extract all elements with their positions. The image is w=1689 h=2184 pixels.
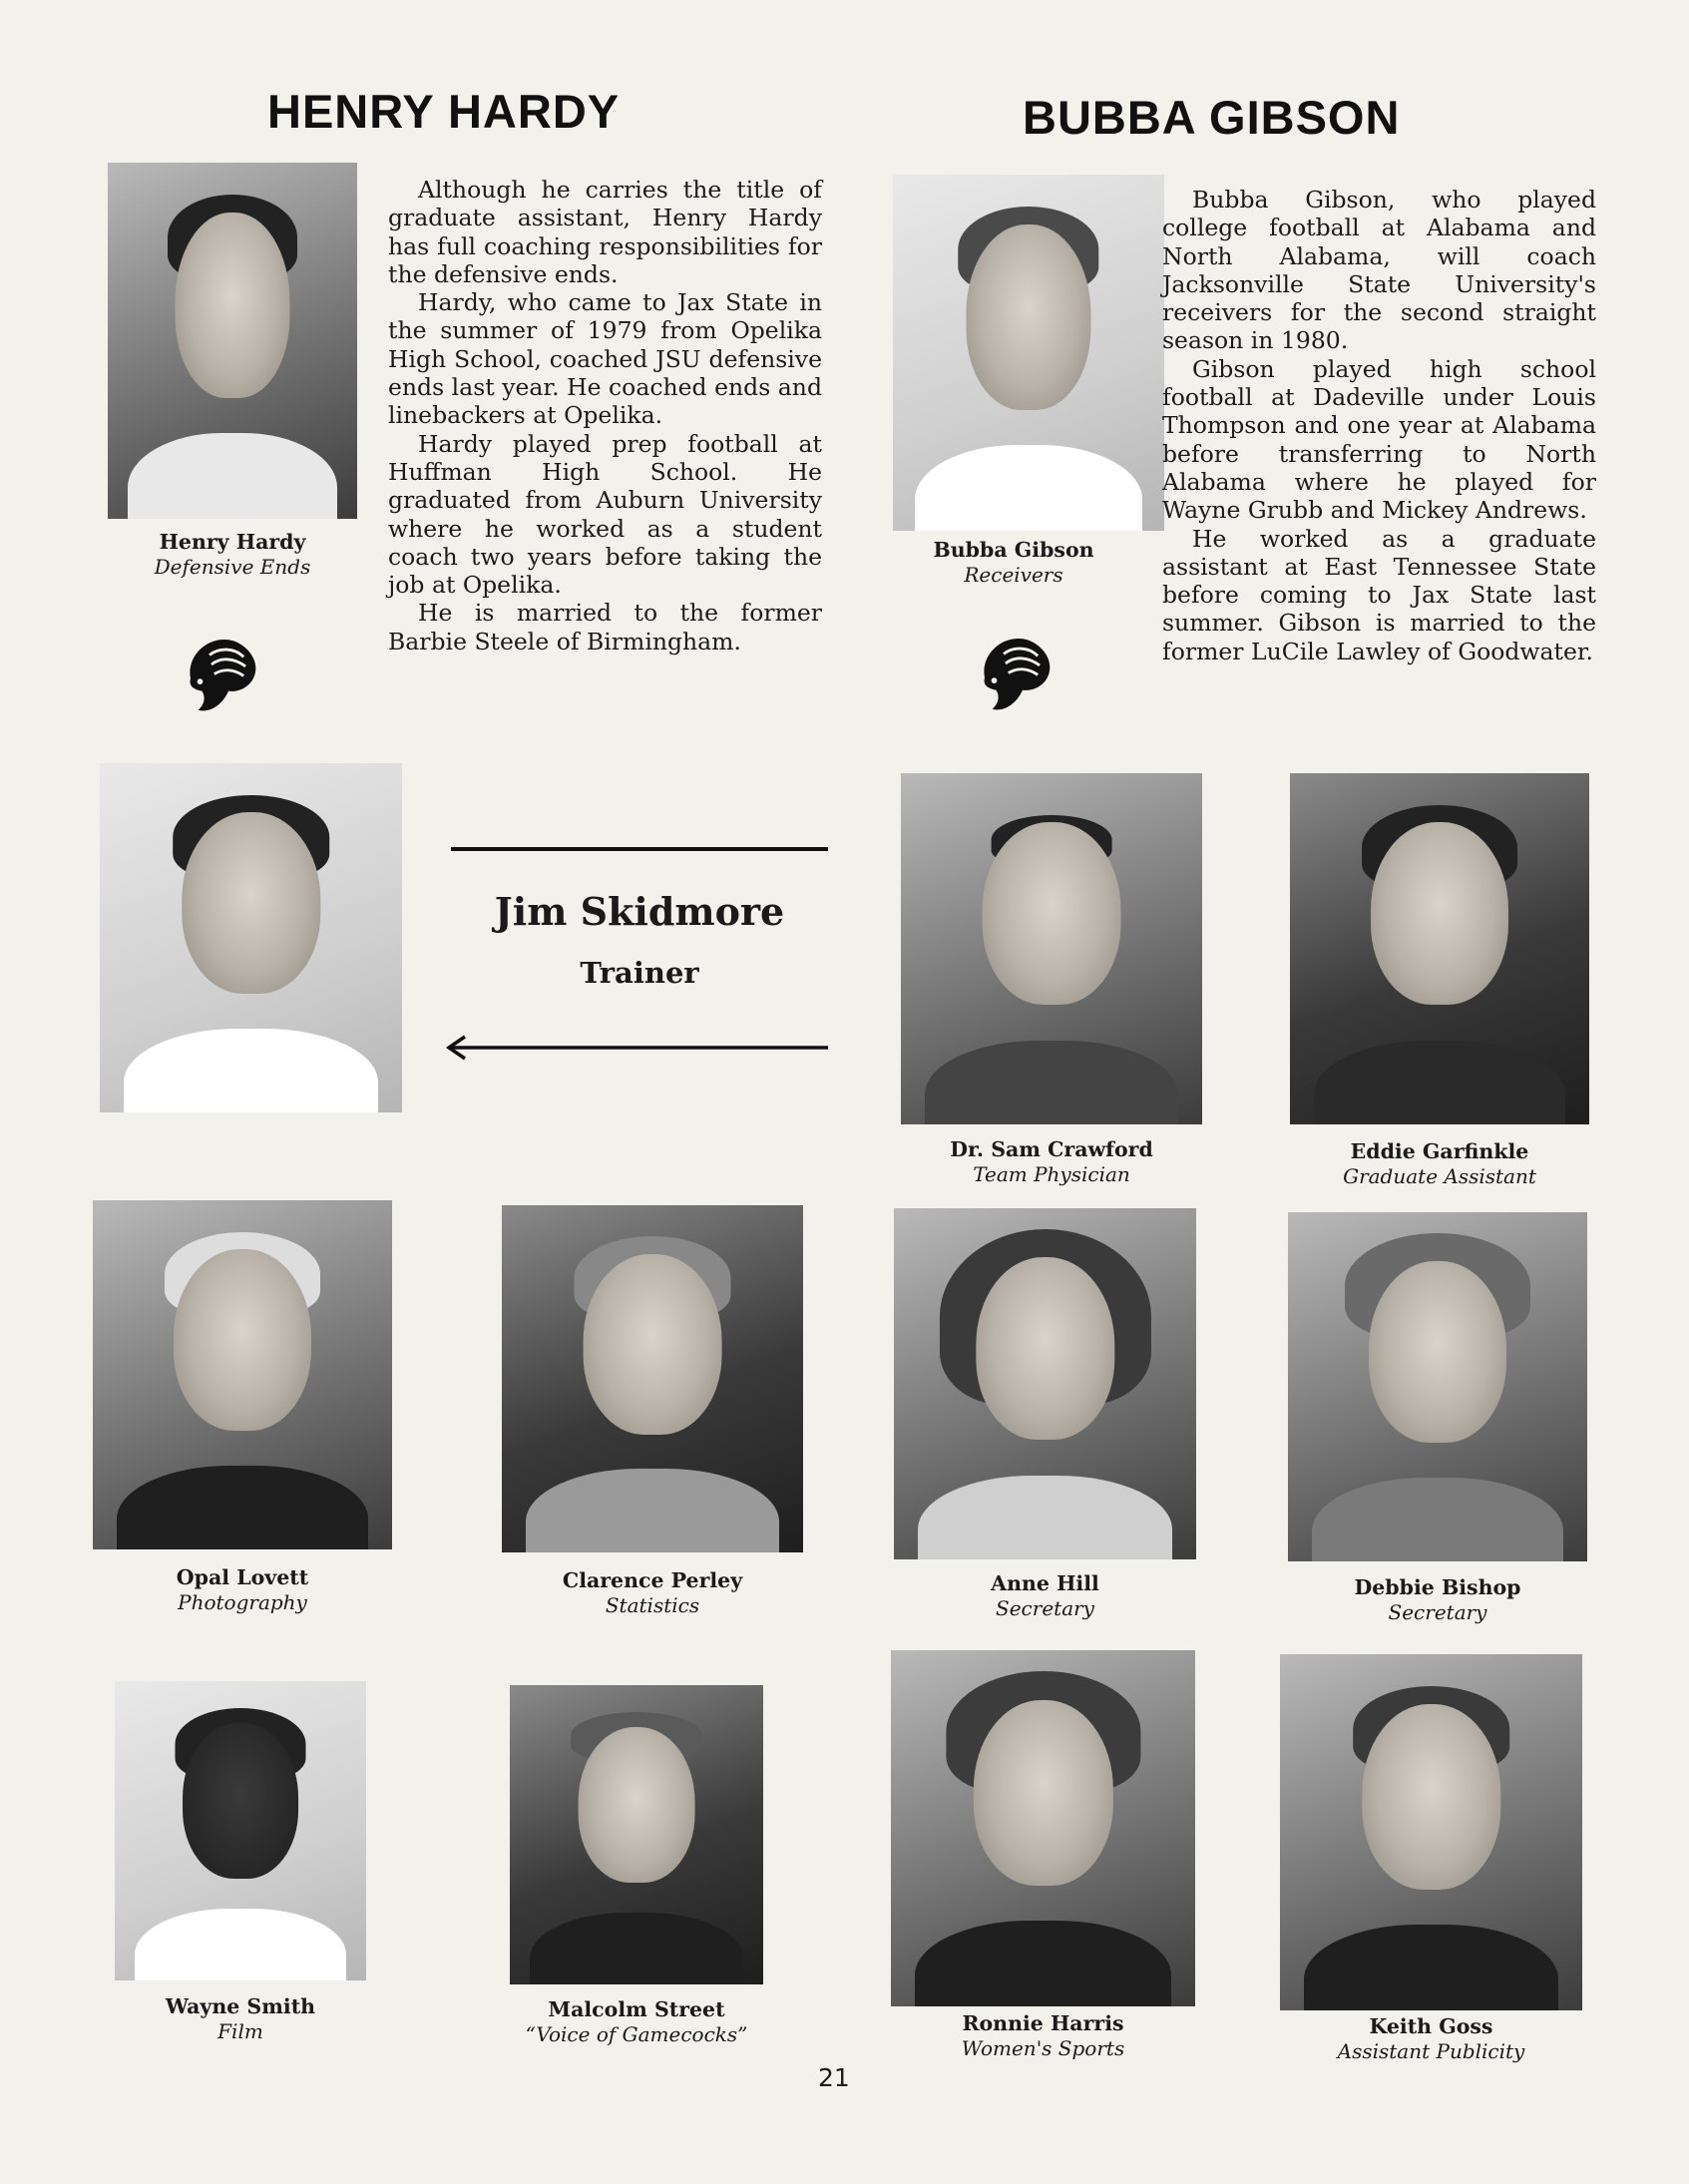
bio-paragraph: Bubba Gibson, who played college football at Alabama and North Alabama, will coach Jacksonville State University's receivers for the second straight season in 1980. <box>1162 186 1596 355</box>
opal-lovett-caption <box>83 1564 402 1615</box>
bio-paragraph: Hardy, who came to Jax State in the summer of 1979 from Opelika High School, coached JSU defensive ends last year. He coached ends and linebackers at Opelika. <box>388 288 822 430</box>
anne-hill-photo <box>894 1208 1196 1559</box>
staff-name: Keith Goss <box>1369 2014 1493 2038</box>
staff-role: Secretary <box>996 1596 1094 1620</box>
staff-name: Opal Lovett <box>176 1565 309 1589</box>
bubba-gibson-caption <box>884 537 1143 588</box>
staff-name: Eddie Garfinkle <box>1350 1139 1529 1163</box>
bio-paragraph: Hardy played prep football at Huffman High School. He graduated from Auburn University where he worked as a student coach two years before taking the job at Opelika. <box>388 429 822 600</box>
bubba-gibson-bio <box>1162 186 1596 665</box>
wayne-smith-caption <box>91 1993 390 2044</box>
jim-skidmore-photo <box>100 763 402 1112</box>
bio-paragraph: He is married to the former Barbie Steele of Birmingham. <box>388 599 822 655</box>
page-number: 21 <box>818 2063 850 2092</box>
debbie-bishop-caption <box>1278 1574 1597 1625</box>
staff-role: Statistics <box>605 1593 700 1617</box>
ronnie-harris-caption <box>881 2010 1205 2061</box>
staff-role: Women's Sports <box>961 2036 1125 2060</box>
henry-hardy-name: Henry Hardy <box>159 530 306 554</box>
bubba-gibson-role: Receivers <box>964 563 1063 587</box>
gamecock-logo-icon <box>966 626 1060 720</box>
henry-hardy-role: Defensive Ends <box>154 555 311 579</box>
bubba-gibson-photo <box>893 175 1164 531</box>
sam-crawford-caption <box>891 1136 1212 1187</box>
staff-role: “Voice of Gamecocks” <box>525 2022 748 2046</box>
malcolm-street-caption <box>487 1996 786 2047</box>
divider-line <box>451 847 828 851</box>
henry-hardy-caption <box>103 529 362 580</box>
staff-name: Debbie Bishop <box>1354 1575 1521 1599</box>
opal-lovett-photo <box>93 1200 392 1549</box>
eddie-garfinkle-caption <box>1280 1138 1599 1189</box>
staff-role: Graduate Assistant <box>1343 1164 1536 1188</box>
sam-crawford-photo <box>901 773 1202 1124</box>
staff-role: Photography <box>178 1590 307 1614</box>
staff-name: Dr. Sam Crawford <box>950 1137 1153 1161</box>
henry-hardy-photo <box>108 163 357 519</box>
eddie-garfinkle-photo <box>1290 773 1589 1124</box>
staff-role: Secretary <box>1388 1600 1487 1624</box>
bio-paragraph: He worked as a graduate assistant at East Tennessee State before coming to Jax State last summer. Gibson is married to the former LuCile Lawley of Goodwater. <box>1162 524 1596 665</box>
staff-name: Anne Hill <box>991 1571 1099 1595</box>
ronnie-harris-photo <box>891 1650 1195 2006</box>
bio-paragraph: Gibson played high school football at Dadeville under Louis Thompson and one year at Alabama before transferring to North Alabama where he played for Wayne Grubb and Mickey Andrews. <box>1162 354 1596 525</box>
staff-name: Wayne Smith <box>165 1994 316 2018</box>
bio-paragraph: Although he carries the title of graduate assistant, Henry Hardy has full coaching responsibilities for the defensive ends. <box>388 176 822 288</box>
henry-hardy-bio <box>388 176 822 655</box>
staff-name: Clarence Perley <box>562 1568 743 1592</box>
clarence-perley-photo <box>502 1205 803 1552</box>
henry-hardy-heading: HENRY HARDY <box>267 85 621 138</box>
bubba-gibson-heading: BUBBA GIBSON <box>1023 91 1401 144</box>
trainer-name: Jim Skidmore <box>494 889 785 934</box>
keith-goss-photo <box>1280 1654 1582 2010</box>
gamecock-logo-icon <box>172 627 266 721</box>
staff-role: Team Physician <box>973 1162 1130 1186</box>
debbie-bishop-photo <box>1288 1212 1587 1561</box>
staff-role: Film <box>217 2019 263 2043</box>
malcolm-street-photo <box>510 1685 763 1984</box>
trainer-role: Trainer <box>580 956 699 990</box>
keith-goss-caption <box>1270 2013 1592 2064</box>
bubba-gibson-name: Bubba Gibson <box>933 538 1094 562</box>
staff-role: Assistant Publicity <box>1337 2039 1525 2063</box>
anne-hill-caption <box>884 1570 1206 1621</box>
staff-name: Ronnie Harris <box>962 2011 1124 2035</box>
arrow-left-icon <box>441 1033 830 1063</box>
staff-name: Malcolm Street <box>548 1997 725 2021</box>
wayne-smith-photo <box>115 1681 366 1980</box>
clarence-perley-caption <box>492 1567 813 1618</box>
